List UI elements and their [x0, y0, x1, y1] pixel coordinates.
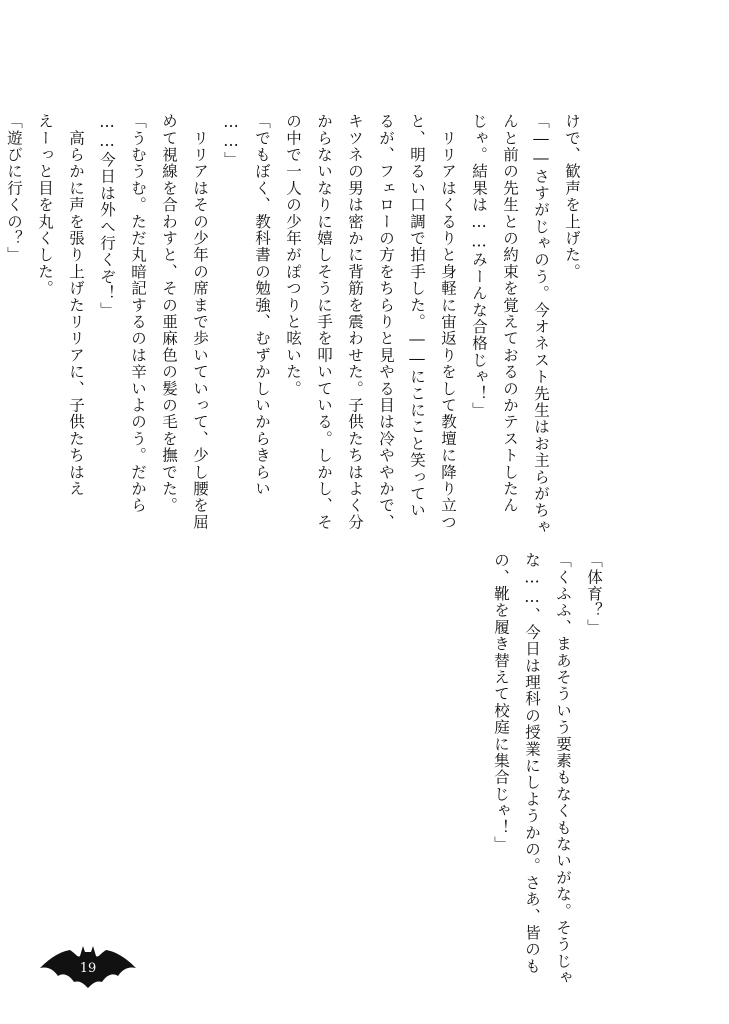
text-column: な……、今日は理科の授業にしようかの。さあ、皆のも — [523, 552, 541, 975]
page-number-emblem — [38, 938, 138, 988]
lower-text-block — [485, 552, 609, 987]
text-column: キツネの男は密かに背筋を震わせた。子供たちはよく分 — [346, 113, 364, 531]
text-column: じゃ。結果は……みーんな合格じゃ！」 — [470, 113, 488, 419]
text-column: 「くふふ、まあそういう要素もなくもないがな。そうじゃ — [554, 552, 572, 987]
text-column: けで、歓声を上げた。 — [563, 113, 581, 280]
text-column: 「うむうむ。ただ丸暗記するのは辛いよのう。だから — [129, 113, 147, 514]
text-column: 「――さすがじゃのう。今オネスト先生はお主らがちゃ — [532, 113, 550, 536]
text-column: リリアはくるりと身軽に宙返りをして教壇に降り立つ — [439, 113, 457, 531]
text-column: えーっと目を丸くした。 — [36, 113, 54, 297]
text-column: 「遊びに行くの？」 — [5, 113, 23, 264]
upper-text-block — [0, 113, 587, 536]
text-column: の中で一人の少年がぽつりと呟いた。 — [284, 113, 302, 397]
text-column: ……今日は外へ行くぞ！」 — [98, 113, 116, 319]
text-column: 高らかに声を張り上げたリリアに、子供たちはえ — [67, 113, 85, 498]
text-column: と、明るい口調で拍手した。――にこにこと笑ってい — [408, 113, 426, 519]
text-column: リリアはその少年の席まで歩いていって、少し腰を屈 — [191, 113, 209, 531]
text-column: ……」 — [222, 113, 240, 169]
text-column: るが、フェローの方をちらりと見やる目は冷ややかで、 — [377, 113, 395, 531]
text-column: 「でもぼく、教科書の勉強、むずかしいからきらい — [253, 113, 271, 498]
text-column: めて視線を合わすと、その亜麻色の髪の毛を撫でた。 — [160, 113, 178, 514]
text-column: からないなりに嬉しそうに手を叩いている。しかし、そ — [315, 113, 333, 531]
page-number: 19 — [79, 961, 97, 976]
text-column: 「体育？」 — [585, 552, 603, 636]
text-column: の、靴を履き替えて校庭に集合じゃ！」 — [492, 552, 510, 853]
text-column: んと前の先生との約束を覚えておるのかテストしたん — [501, 113, 519, 514]
